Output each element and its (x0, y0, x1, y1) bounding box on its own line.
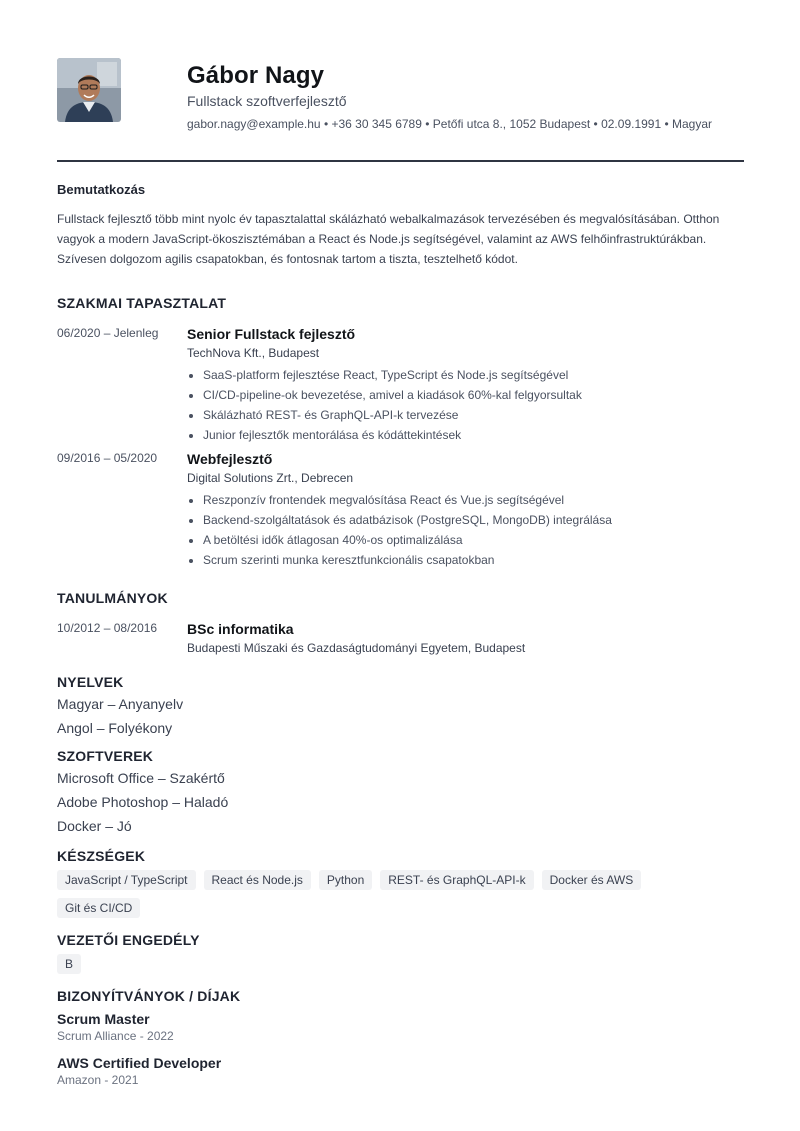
certificate-issuer: Scrum Alliance - 2022 (57, 1029, 174, 1043)
experience-company: TechNova Kft., Budapest (187, 346, 320, 360)
job-title: Fullstack szoftverfejlesztő (187, 93, 347, 109)
bullet-item: • Skálázható REST- és GraphQL-API-k tervezése (203, 405, 744, 425)
software-heading: SZOFTVEREK (57, 748, 154, 764)
certificate-name: AWS Certified Developer (57, 1055, 222, 1071)
experience-role: Webfejlesztő (187, 451, 273, 467)
experience-heading: SZAKMAI TAPASZTALAT (57, 295, 227, 311)
software-item: Microsoft Office – Szakértő (57, 770, 225, 786)
skills-heading: KÉSZSÉGEK (57, 848, 146, 864)
contact-line: gabor.nagy@example.hu • +36 30 345 6789 • Petőfi utca 8., 1052 Budapest • 02.09.1991 • Magyar (187, 117, 713, 131)
experience-company: Digital Solutions Zrt., Debrecen (187, 471, 354, 485)
software-item: Adobe Photoshop – Haladó (57, 794, 229, 810)
bullet-item: • Backend-szolgáltatások és adatbázisok (PostgreSQL, MongoDB) integrálása (203, 510, 744, 530)
education-degree: BSc informatika (187, 621, 294, 637)
license-heading: VEZETŐI ENGEDÉLY (57, 932, 200, 948)
bullet-item: • Junior fejlesztők mentorálása és kódáttekintések (203, 425, 744, 445)
experience-date: 09/2016 – 05/2020 (57, 451, 158, 465)
software-item: Docker – Jó (57, 818, 132, 834)
summary-heading: Bemutatkozás (57, 182, 146, 197)
license-list (57, 954, 697, 974)
experience-date: 06/2020 – Jelenleg (57, 326, 159, 340)
skill-chip: Python (319, 870, 372, 890)
skill-chip: Git és CI/CD (57, 898, 140, 918)
resume-page (57, 58, 744, 1088)
skill-chip: REST- és GraphQL-API-k (380, 870, 533, 890)
certificate-issuer: Amazon - 2021 (57, 1073, 139, 1087)
profile-photo (57, 58, 121, 122)
header-text (187, 58, 743, 148)
certificate-item (57, 1010, 744, 1044)
bullet-item: • A betöltési idők átlagosan 40%-os optimalizálása (203, 530, 744, 550)
skill-chip: React és Node.js (204, 870, 311, 890)
certificate-item (57, 1054, 744, 1088)
certificate-name: Scrum Master (57, 1011, 150, 1027)
header-divider (57, 160, 744, 162)
bullet-item: • CI/CD-pipeline-ok bevezetése, amivel a kiadások 60%-kal felgyorsultak (203, 385, 744, 405)
person-name: Gábor Nagy (187, 62, 325, 89)
experience-bullets (187, 490, 744, 570)
languages-list (57, 692, 744, 740)
languages-heading: NYELVEK (57, 674, 124, 690)
skill-chip: Docker és AWS (542, 870, 642, 890)
skill-chip: JavaScript / TypeScript (57, 870, 196, 890)
experience-item (57, 325, 744, 445)
experience-item (57, 450, 744, 570)
summary-text: Fullstack fejlesztő több mint nyolc év tapasztalattal skálázható webalkalmazások tervezésében és megvalósításában. Otthon vagyok a modern JavaScript-ökoszisztémában a React és Node.js segítségével, valamint az AWS felhőinfrastruktúrákban. Szívesen dolgozom agilis csapatokban, és fontosnak tartom a tiszta, tesztelhető kódot. (57, 212, 720, 266)
education-date: 10/2012 – 08/2016 (57, 621, 158, 635)
bullet-item: • SaaS-platform fejlesztése React, TypeScript és Node.js segítségével (203, 365, 744, 385)
bullet-item: • Scrum szerinti munka keresztfunkcionális csapatokban (203, 550, 744, 570)
resume-header (57, 58, 744, 148)
language-item: Angol – Folyékony (57, 720, 173, 736)
experience-bullets (187, 365, 744, 445)
license-chip: B (57, 954, 81, 974)
bullet-item: • Reszponzív frontendek megvalósítása React és Vue.js segítségével (203, 490, 744, 510)
education-heading: TANULMÁNYOK (57, 590, 168, 606)
software-list (57, 766, 744, 838)
certificates-heading: BIZONYÍTVÁNYOK / DÍJAK (57, 988, 241, 1004)
experience-role: Senior Fullstack fejlesztő (187, 326, 356, 342)
education-school: Budapesti Műszaki és Gazdaságtudományi Egyetem, Budapest (187, 641, 526, 655)
skills-list (57, 870, 697, 918)
language-item: Magyar – Anyanyelv (57, 696, 184, 712)
education-item (57, 620, 744, 656)
